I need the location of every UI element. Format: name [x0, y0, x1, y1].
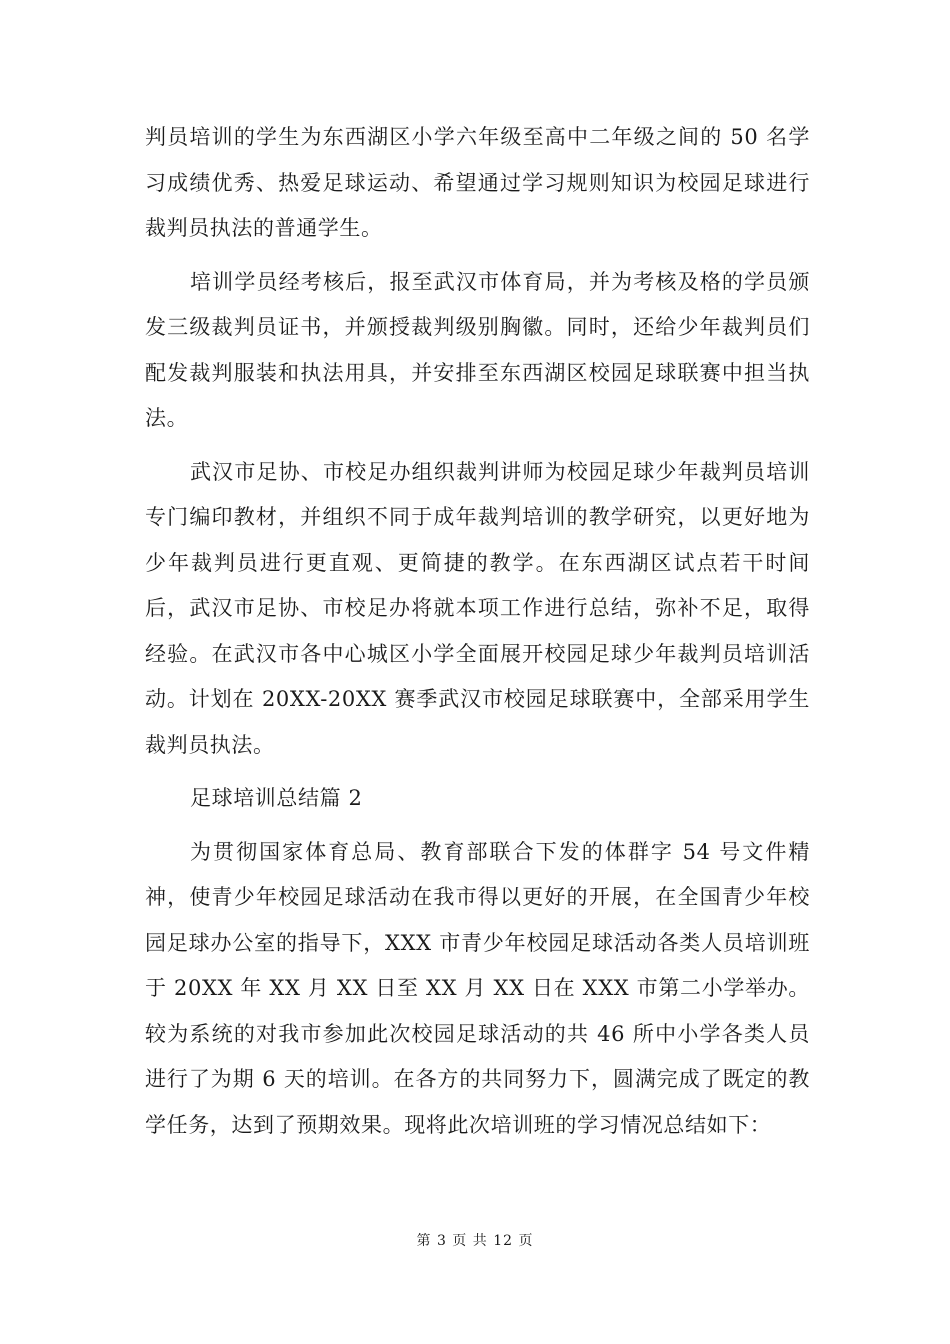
paragraph-certification: 培训学员经考核后，报至武汉市体育局，并为考核及格的学员颁发三级裁判员证书，并颁授裁判级别胸徽。同时，还给少年裁判员们配发裁判服装和执法用具，并安排至东西湖区校园足球联赛中担当执法。 — [145, 269, 810, 430]
page-footer: 第 3 页 共 12 页 — [416, 1233, 534, 1249]
paragraph-gap — [145, 442, 810, 450]
paragraph-section-intro: 为贯彻国家体育总局、教育部联合下发的体群字 54 号文件精神，使青少年校园足球活动在我市得以更好的开展，在全国青少年校园足球办公室的指导下，XXX 市青少年校园足球活动各类人员培训班于 20XX 年 XX 月 XX 日至 XX 月 XX 日在 XXX 市第二小学举办。较为系统的对我市参加此次校园足球活动的共 46 所中小学各类人员进行了为期 6 天的培训。在各方的共同努力下，圆满完成了既定的教学任务，达到了预期效果。现将此次培训班的学习情况总结如下： — [145, 839, 810, 1137]
paragraph-continuation: 判员培训的学生为东西湖区小学六年级至高中二年级之间的 50 名学习成绩优秀、热爱足球运动、希望通过学习规则知识为校园足球进行裁判员执法的普通学生。 — [145, 125, 810, 240]
paragraph-training-materials: 武汉市足协、市校足办组织裁判讲师为校园足球少年裁判员培训专门编印教材，并组织不同于成年裁判培训的教学研究，以更好地为少年裁判员进行更直观、更简捷的教学。在东西湖区试点若干时间后，武汉市足协、市校足办将就本项工作进行总结，弥补不足，取得经验。在武汉市各中心城区小学全面展开校园足球少年裁判员培训活动。计划在 20XX-20XX 赛季武汉市校园足球联赛中，全部采用学生裁判员执法。 — [145, 459, 810, 757]
section-heading: 足球培训总结篇 2 — [190, 786, 363, 810]
paragraph-gap — [145, 822, 810, 830]
paragraph-gap — [145, 252, 810, 260]
document-body — [145, 115, 810, 1148]
paragraph-gap — [145, 768, 810, 776]
